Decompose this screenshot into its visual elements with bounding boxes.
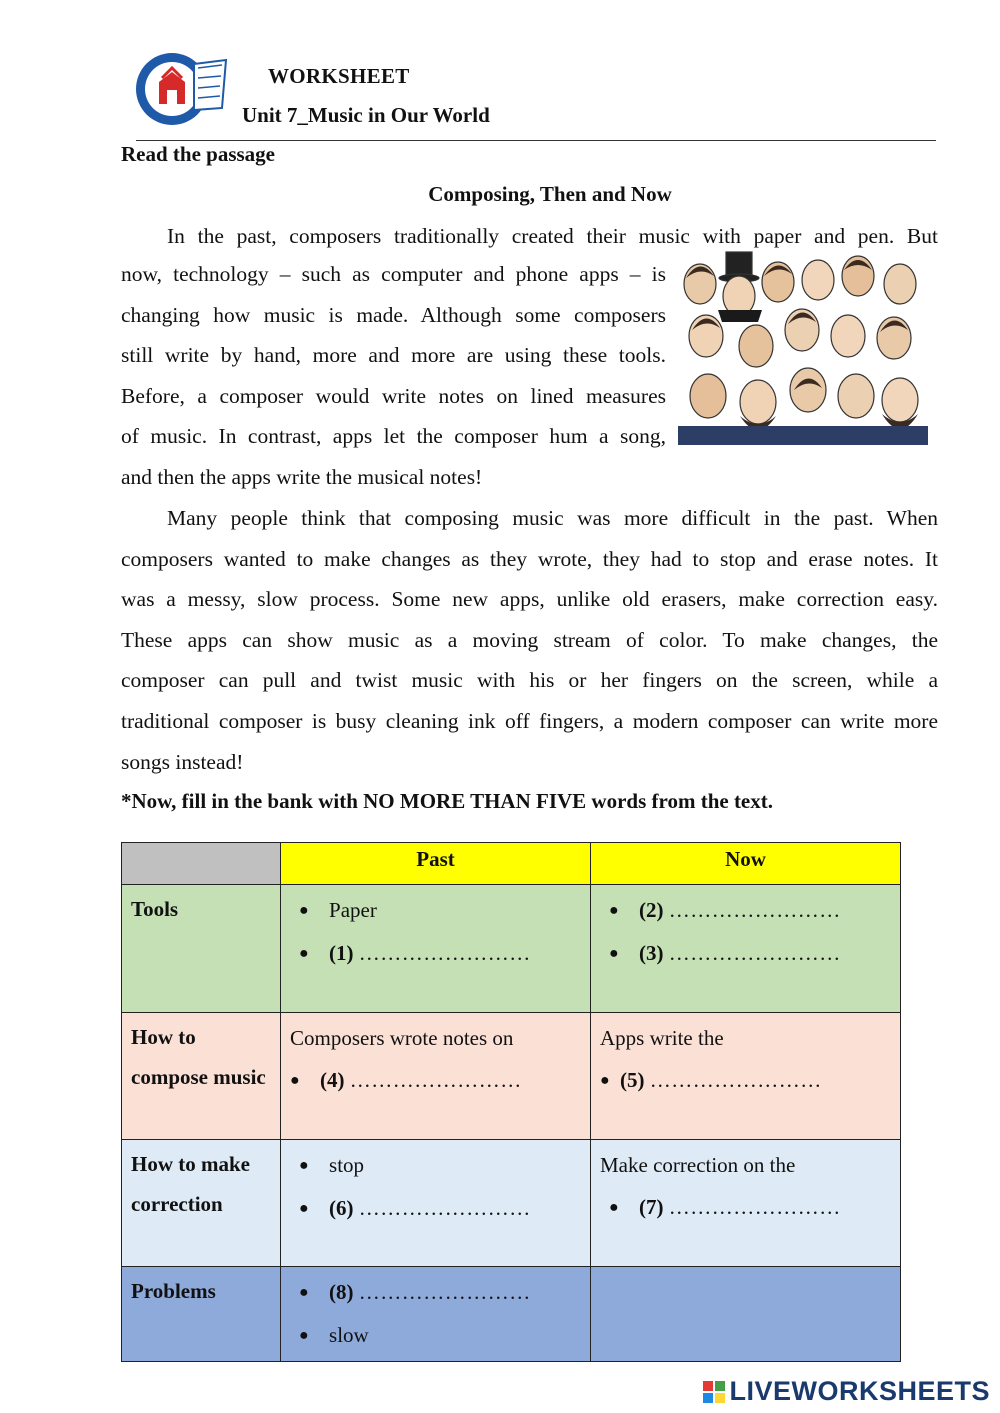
blank-number: (2)	[639, 898, 664, 922]
header-divider	[136, 140, 936, 141]
composers-illustration	[678, 250, 928, 445]
read-instruction: Read the passage	[121, 142, 276, 166]
item-text: stop	[329, 1153, 365, 1177]
table-corner-cell	[122, 843, 281, 885]
passage-p1-line-1: In the past, composers traditionally created their music with paper and pen. But	[167, 224, 938, 248]
blank-number: (4)	[320, 1068, 345, 1092]
compose-past-cell	[281, 1013, 591, 1140]
worksheet-label: WORKSHEET	[268, 64, 410, 88]
blank-6[interactable]	[290, 1187, 581, 1230]
passage-line: These apps can show music as a moving stream of color. To make changes, the	[121, 627, 938, 652]
passage-line: Many people think that composing music was more difficult in the past. When	[167, 506, 938, 530]
blank-2[interactable]	[600, 889, 891, 932]
passage-line: and then the apps write the musical notes!	[121, 464, 483, 489]
answer-blank[interactable]: ……………………	[649, 1068, 822, 1092]
cell-lead-text: Apps write the	[600, 1026, 724, 1050]
column-header-past: Past	[281, 843, 591, 885]
blank-5[interactable]	[600, 1059, 891, 1102]
blank-number: (5)	[620, 1068, 645, 1092]
blank-7[interactable]	[600, 1186, 891, 1229]
passage-paragraph-1	[121, 254, 666, 498]
passage-line: composer can pull and twist music with his or her fingers on the screen, while a	[121, 668, 938, 693]
tools-now-cell	[591, 885, 901, 1013]
passage-line: composers wanted to make changes as they wrote, they had to stop and erase notes. It	[121, 546, 938, 571]
row-label-correction: How to make correction	[122, 1140, 281, 1267]
table-row-correction	[122, 1140, 901, 1267]
bullet-icon: ●	[299, 1157, 309, 1174]
passage-line: Before, a composer would write notes on lined measures	[121, 383, 666, 408]
blank-number: (1)	[329, 941, 354, 965]
row-label-tools: Tools	[122, 885, 281, 1013]
blank-4[interactable]	[290, 1059, 581, 1102]
compose-now-cell	[591, 1013, 901, 1140]
cell-lead-text: Composers wrote notes on	[290, 1026, 514, 1050]
blank-number: (6)	[329, 1196, 354, 1220]
passage-line: traditional composer is busy cleaning ink off fingers, a modern composer can write more	[121, 708, 938, 733]
correction-past-cell	[281, 1140, 591, 1267]
liveworksheets-watermark	[703, 1376, 990, 1407]
passage-line: changing how music is made. Although some composers	[121, 302, 666, 327]
bullet-icon: ●	[299, 902, 309, 919]
table-row-tools	[122, 885, 901, 1013]
passage-line: now, technology – such as computer and phone apps – is	[121, 262, 666, 286]
answer-blank[interactable]: ……………………	[358, 1196, 531, 1220]
problems-now-cell	[591, 1267, 901, 1362]
passage-line: still write by hand, more and more are using these tools.	[121, 343, 666, 368]
column-header-now: Now	[591, 843, 901, 885]
row-label-problems: Problems	[122, 1267, 281, 1362]
passage-line: was a messy, slow process. Some new apps, unlike old erasers, make correction easy.	[121, 587, 938, 612]
bullet-icon: ●	[299, 945, 309, 962]
fill-in-table	[121, 842, 901, 1362]
passage-line: of music. In contrast, apps let the composer hum a song,	[121, 424, 666, 449]
blank-8[interactable]	[290, 1271, 581, 1314]
bullet-item	[290, 1314, 581, 1357]
answer-blank[interactable]: ……………………	[358, 941, 531, 965]
tools-past-cell	[281, 885, 591, 1013]
blank-3[interactable]	[600, 932, 891, 975]
bullet-icon: ●	[299, 1327, 309, 1344]
bullet-icon: ●	[609, 945, 619, 962]
unit-title: Unit 7_Music in Our World	[242, 103, 490, 127]
table-row-problems	[122, 1267, 901, 1362]
liveworksheets-logo-icon	[703, 1381, 725, 1403]
bullet-icon: ●	[299, 1284, 309, 1301]
bullet-icon: ●	[299, 1200, 309, 1217]
bullet-icon: ●	[600, 1072, 610, 1089]
bullet-icon: ●	[609, 1199, 619, 1216]
answer-blank[interactable]: ……………………	[668, 898, 841, 922]
problems-past-cell	[281, 1267, 591, 1362]
task-instruction: *Now, fill in the bank with NO MORE THAN FIVE words from the text.	[121, 789, 773, 813]
school-logo	[132, 48, 228, 130]
blank-number: (8)	[329, 1280, 354, 1304]
passage-line: songs instead!	[121, 749, 244, 774]
answer-blank[interactable]: ……………………	[668, 1195, 841, 1219]
blank-number: (7)	[639, 1195, 664, 1219]
blank-1[interactable]	[290, 932, 581, 975]
passage-title: Composing, Then and Now	[428, 182, 672, 206]
watermark-text: LIVEWORKSHEETS	[729, 1376, 990, 1406]
bullet-item	[290, 1144, 581, 1187]
answer-blank[interactable]: ……………………	[358, 1280, 531, 1304]
answer-blank[interactable]: ……………………	[349, 1068, 522, 1092]
item-text: Paper	[329, 898, 377, 922]
item-text: slow	[329, 1323, 369, 1347]
correction-now-cell	[591, 1140, 901, 1267]
bullet-icon: ●	[290, 1072, 300, 1089]
passage-paragraph-2	[121, 498, 938, 782]
table-row-compose	[122, 1013, 901, 1140]
bullet-item	[290, 889, 581, 932]
blank-number: (3)	[639, 941, 664, 965]
cell-lead-text: Make correction on the	[600, 1153, 796, 1177]
answer-blank[interactable]: ……………………	[668, 941, 841, 965]
bullet-icon: ●	[609, 902, 619, 919]
row-label-compose: How to compose music	[122, 1013, 281, 1140]
